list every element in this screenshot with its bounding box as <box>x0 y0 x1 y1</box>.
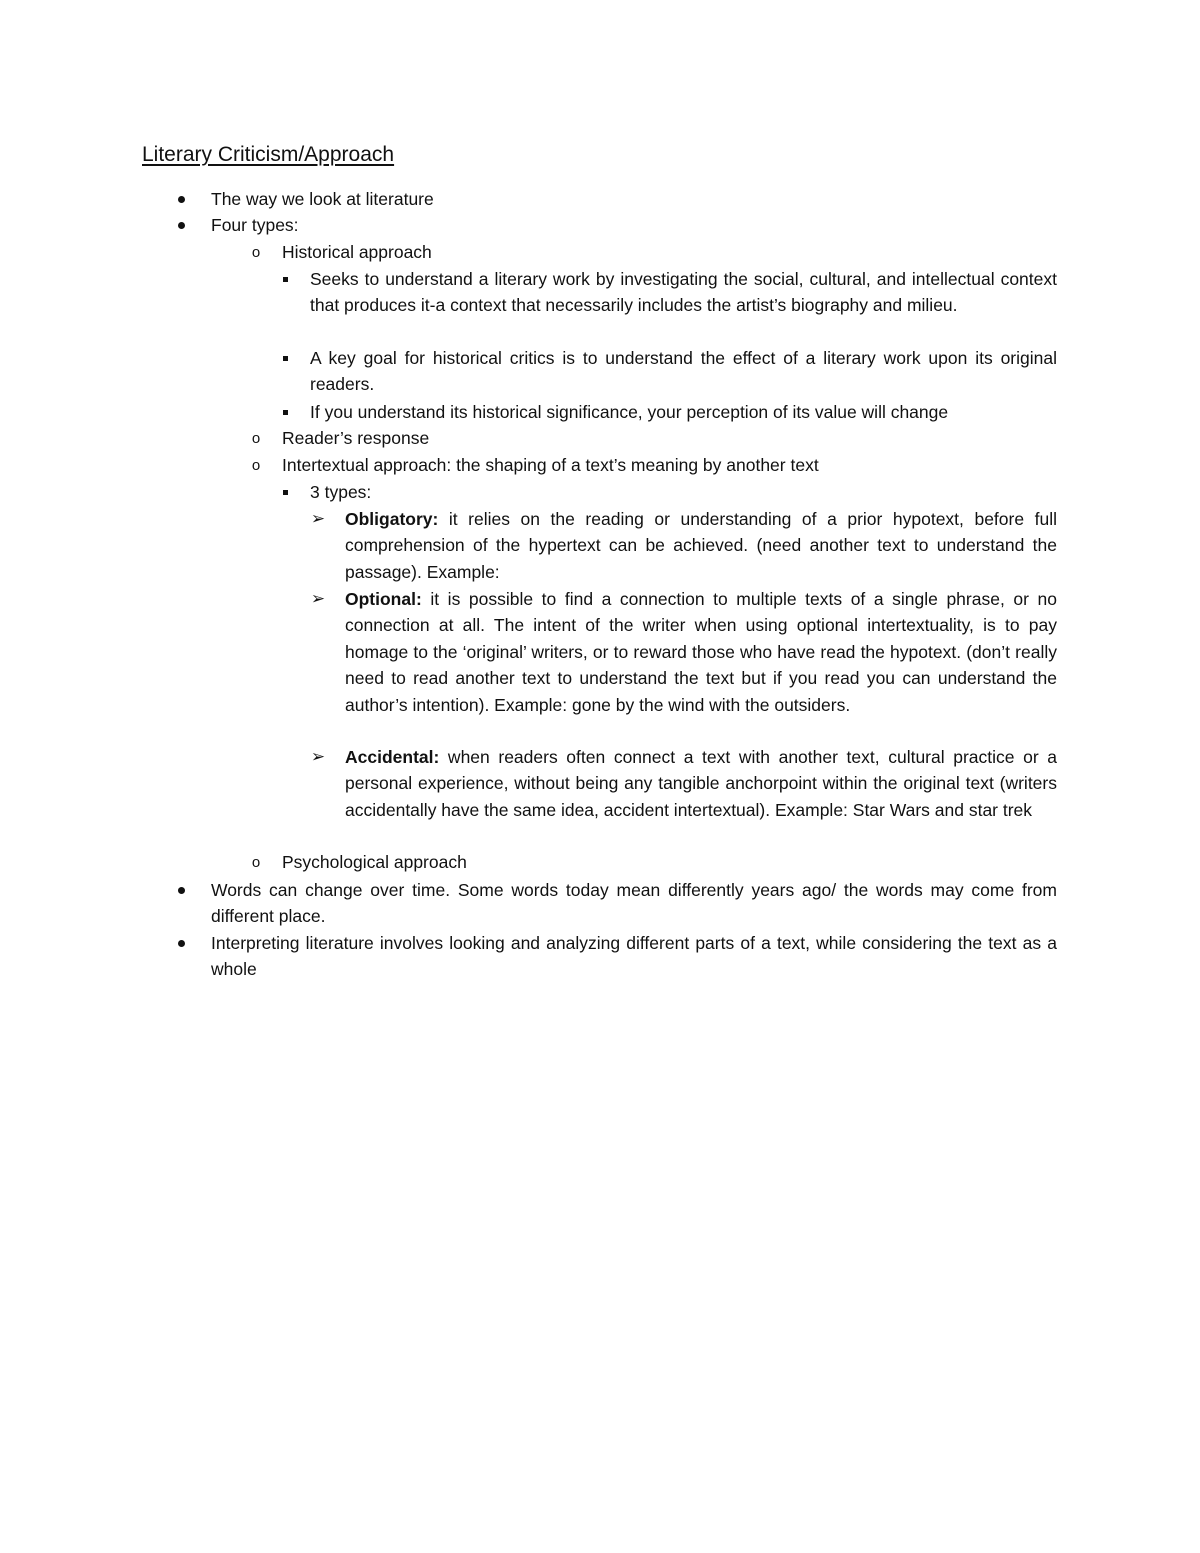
sub-item-readers-response: Reader’s response <box>282 428 430 448</box>
document-title: Literary Criticism/Approach <box>142 143 395 166</box>
arrow-marker: ➢ <box>310 509 326 528</box>
square-marker <box>274 399 296 425</box>
bullet-item-interpreting-literature: Interpreting literature involves looking and analyzing different parts of a text, while considering the text as a whole <box>211 933 1057 980</box>
arrow-marker: ➢ <box>310 747 326 766</box>
optional-label: Optional: <box>345 589 422 609</box>
bullet-marker <box>170 930 192 956</box>
circle-marker: o <box>251 430 261 447</box>
sub-sub-item-three-types: 3 types: <box>310 482 372 502</box>
accidental-text: when readers often connect a text with another text, cultural practice or a personal experience, without being any tangible anchorpoint within the original text (writers accidentally have the same idea, accident intertextual). Example: Star Wars and star trek <box>345 747 1057 820</box>
circle-marker: o <box>251 854 261 871</box>
sub-sub-item-key-goal: A key goal for historical critics is to understand the effect of a literary work upon its original readers. <box>310 348 1057 395</box>
obligatory-label: Obligatory: <box>345 509 439 529</box>
bullet-marker <box>170 212 192 238</box>
square-marker <box>274 479 296 505</box>
square-marker <box>274 266 296 292</box>
bullet-item-four-types: Four types: <box>211 215 299 235</box>
circle-marker: o <box>251 457 261 474</box>
bullet-item-words-change: Words can change over time. Some words today mean differently years ago/ the words may come from different place. <box>211 880 1057 927</box>
sub-item-psychological-approach: Psychological approach <box>282 852 467 872</box>
bullet-marker <box>170 877 192 903</box>
sub-item-intertextual-approach: Intertextual approach: the shaping of a text’s meaning by another text <box>282 455 819 475</box>
intertext-type-obligatory <box>345 506 1057 585</box>
intertext-type-optional <box>345 586 1057 718</box>
bullet-marker <box>170 186 192 212</box>
bullet-item-way-we-look: The way we look at literature <box>211 189 434 209</box>
intertext-type-accidental <box>345 744 1057 823</box>
obligatory-text: it relies on the reading or understanding of a prior hypotext, before full comprehension of the hypertext can be achieved. (need another text to understand the passage). Example: <box>345 509 1057 582</box>
square-marker <box>274 345 296 371</box>
optional-text: it is possible to find a connection to multiple texts of a single phrase, or no connection at all. The intent of the writer when using optional intertextuality, is to pay homage to the ‘original’ writers, or to reward those who have read the hypotext. (don’t really need to read another text to understand the text but if you read you can understand the author’s intention). Example: gone by the wind with the outsiders. <box>345 589 1057 715</box>
sub-sub-item-historical-significance: If you understand its historical significance, your perception of its value will change <box>310 402 949 422</box>
circle-marker: o <box>251 244 261 261</box>
sub-item-historical-approach: Historical approach <box>282 242 432 262</box>
accidental-label: Accidental: <box>345 747 440 767</box>
arrow-marker: ➢ <box>310 589 326 608</box>
sub-sub-item-seeks-to-understand: Seeks to understand a literary work by investigating the social, cultural, and intellectual context that produces it-a context that necessarily includes the artist’s biography and milieu. <box>310 269 1057 316</box>
